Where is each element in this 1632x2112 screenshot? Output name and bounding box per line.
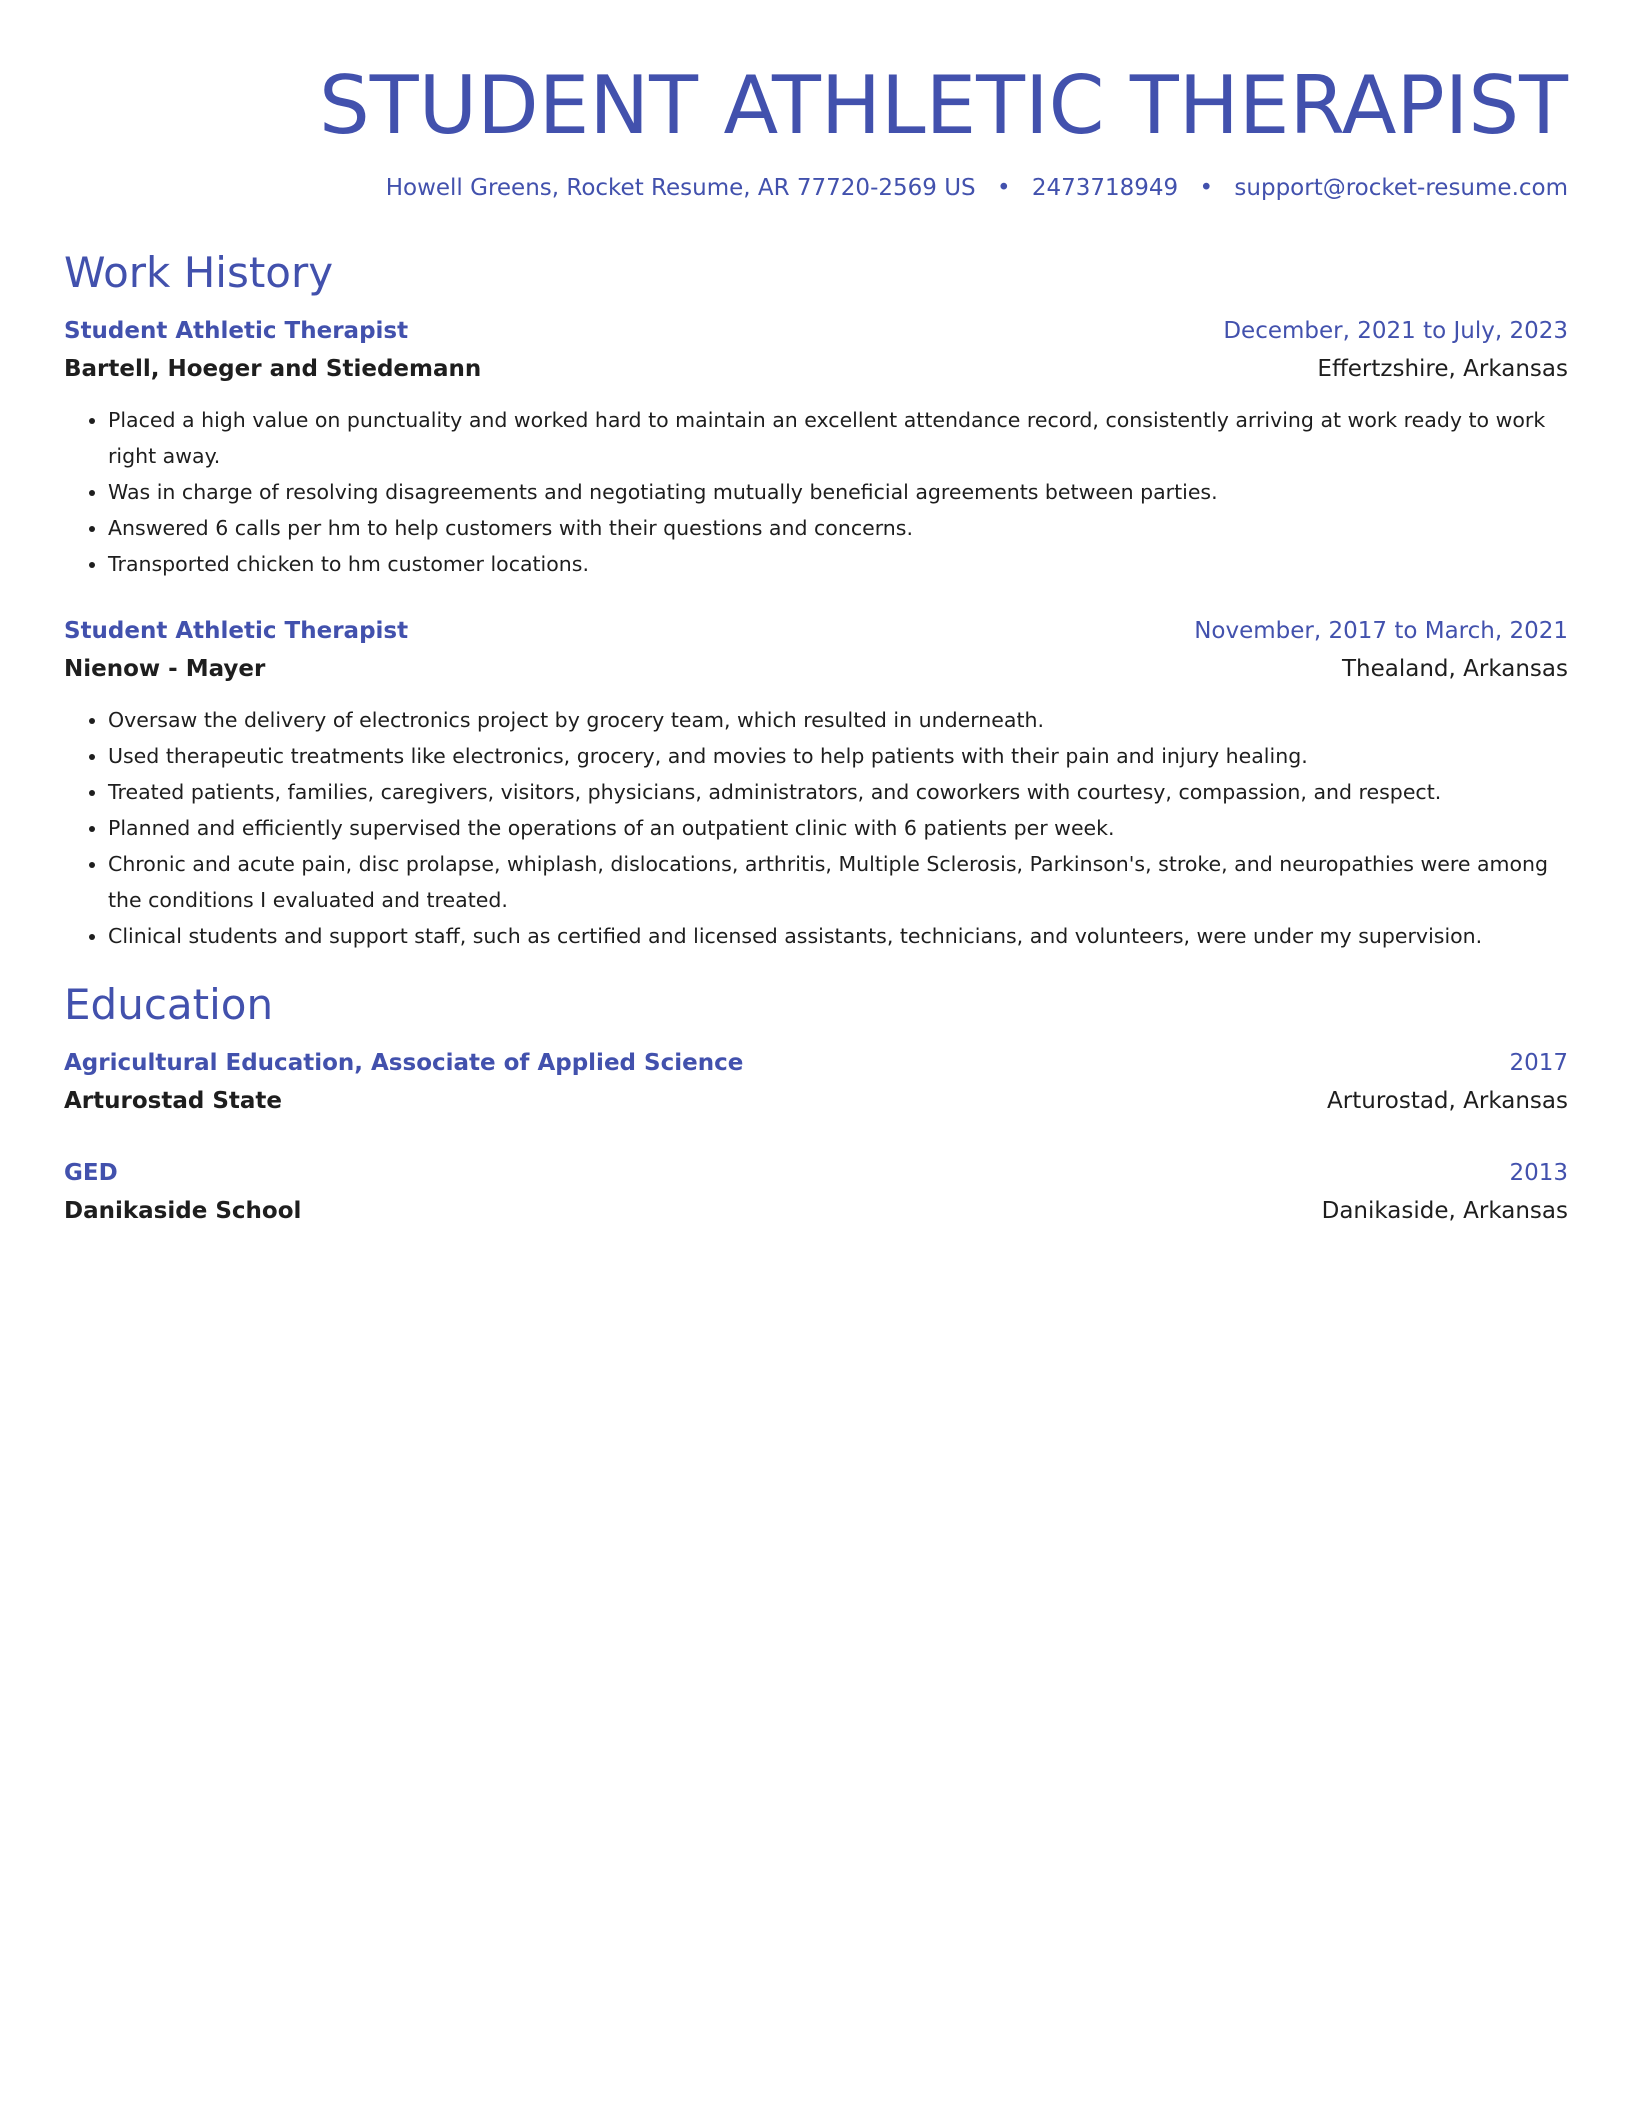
education-entry [64,1154,1568,1230]
job-company: Bartell, Hoeger and Stiedemann [64,356,482,382]
job-bullet: • Answered 6 calls per hm to help customers with their questions and concerns. [108,510,1568,546]
job-entry [64,312,1568,582]
job-dates: December, 2021 to July, 2023 [1223,318,1568,344]
job-dates: November, 2017 to March, 2021 [1194,618,1568,644]
job-role: Student Athletic Therapist [64,318,409,344]
job-bullet: • Was in charge of resolving disagreements and negotiating mutually beneficial agreements between parties. [108,474,1568,510]
education-school-row [64,1192,1568,1230]
job-bullet: • Used therapeutic treatments like electronics, grocery, and movies to help patients with their pain and injury healing. [108,738,1568,774]
education-entry [64,1044,1568,1120]
job-bullets [64,402,1568,582]
education-year: 2013 [1509,1160,1568,1186]
contact-address: Howell Greens, Rocket Resume, AR 77720-2569 US [385,175,976,201]
education-school: Danikaside School [64,1198,302,1224]
job-bullet: • Treated patients, families, caregivers, visitors, physicians, administrators, and coworkers with courtesy, compassion, and respect. [108,774,1568,810]
job-entry [64,612,1568,954]
education-location: Danikaside, Arkansas [1321,1198,1568,1224]
education-degree: GED [64,1160,118,1186]
contact-separator: • [996,175,1011,201]
contact-email: support@rocket-resume.com [1234,175,1568,201]
work-history-section [64,246,1568,954]
job-company-row [64,650,1568,688]
job-bullet: • Chronic and acute pain, disc prolapse, whiplash, dislocations, arthritis, Multiple Sclerosis, Parkinson's, stroke, and neuropathies were among the conditions I evaluated and treated. [108,846,1568,918]
education-header-row [64,1154,1568,1192]
job-bullet: • Transported chicken to hm customer locations. [108,546,1568,582]
education-header-row [64,1044,1568,1082]
job-location: Thealand, Arkansas [1342,656,1568,682]
job-location: Effertzshire, Arkansas [1317,356,1568,382]
job-bullet: • Placed a high value on punctuality and worked hard to maintain an excellent attendance record, consistently arriving at work ready to work right away. [108,402,1568,474]
job-header-row [64,612,1568,650]
job-company: Nienow - Mayer [64,656,266,682]
job-role: Student Athletic Therapist [64,618,409,644]
resume-header [64,56,1568,204]
job-bullet: • Oversaw the delivery of electronics project by grocery team, which resulted in underneath. [108,702,1568,738]
job-company-row [64,350,1568,388]
section-title-work-history: Work History [64,248,334,297]
education-location: Arturostad, Arkansas [1327,1088,1568,1114]
education-school-row [64,1082,1568,1120]
education-section [64,978,1568,1230]
section-title-education: Education [64,980,274,1029]
education-school: Arturostad State [64,1088,283,1114]
candidate-name: STUDENT ATHLETIC THERAPIST [318,59,1568,152]
job-header-row [64,312,1568,350]
job-bullets [64,702,1568,954]
education-year: 2017 [1509,1050,1568,1076]
contact-separator: • [1199,175,1214,201]
contact-phone: 2473718949 [1031,175,1179,201]
contact-line [64,172,1568,204]
education-degree: Agricultural Education, Associate of Applied Science [64,1050,744,1076]
job-bullet: • Planned and efficiently supervised the operations of an outpatient clinic with 6 patients per week. [108,810,1568,846]
job-bullet: • Clinical students and support staff, such as certified and licensed assistants, technicians, and volunteers, were under my supervision. [108,918,1568,954]
